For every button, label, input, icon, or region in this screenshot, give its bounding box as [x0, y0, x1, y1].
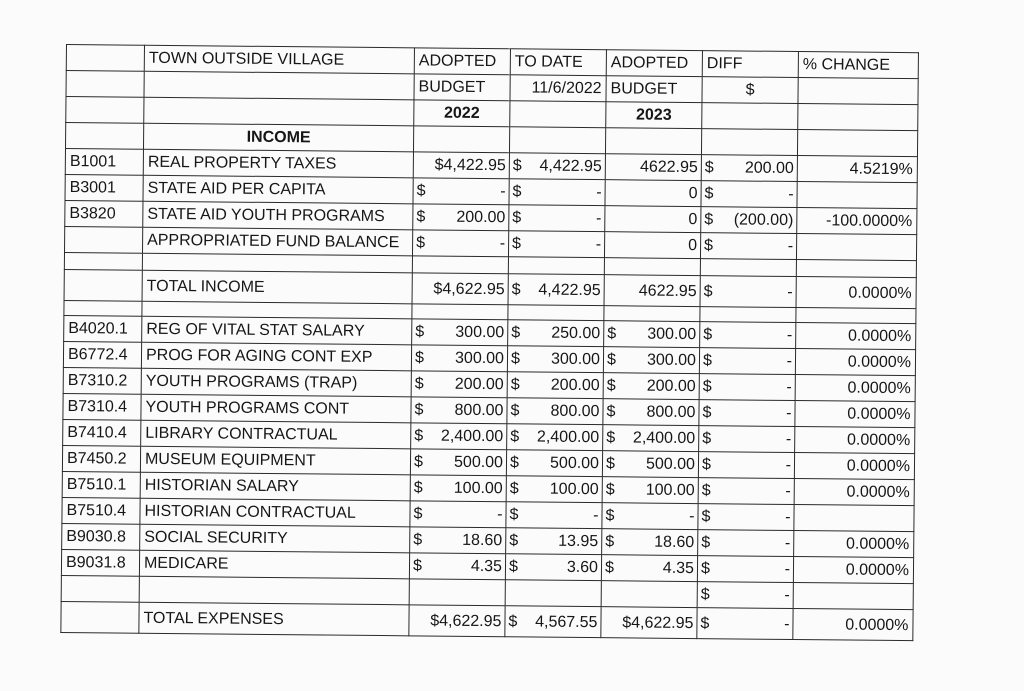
todate-header: TO DATE [510, 49, 606, 76]
dollar-sign: $ [700, 586, 710, 604]
dollar-sign: $ [605, 533, 615, 551]
account-desc: STATE AID YOUTH PROGRAMS [143, 201, 413, 230]
todate-value: 4,422.95 [539, 157, 602, 176]
todate-value: 3.60 [566, 558, 599, 577]
total-income-pct: 0.0000% [796, 277, 916, 309]
total-income-2022: $4,622.95 [412, 273, 508, 305]
todate-value: 800.00 [550, 402, 600, 421]
diff-value: 200.00 [744, 159, 794, 177]
dollar-sign: $ [702, 430, 712, 448]
diff-value: - [788, 185, 794, 203]
account-code: B7510.4 [62, 497, 140, 524]
todate-value: - [595, 210, 602, 228]
total-expenses-todate: 4,567.55 [535, 613, 598, 631]
pct-change-value [796, 234, 916, 261]
budget-2022-label: BUDGET [414, 74, 510, 101]
account-desc: REAL PROPERTY TAXES [143, 149, 413, 178]
pct-change-header: % CHANGE [798, 52, 918, 79]
todate-value: 100.00 [549, 480, 599, 499]
total-expenses-2023: $4,622.95 [601, 607, 697, 639]
todate-value: 2,400.00 [536, 428, 600, 447]
income-heading: INCOME [143, 123, 413, 152]
account-desc: APPROPRIATED FUND BALANCE [142, 227, 412, 256]
todate-value: 500.00 [549, 454, 600, 473]
dollar-sign: $ [605, 507, 615, 525]
diff-value: - [785, 456, 792, 474]
diff-value: (200.00) [733, 211, 794, 229]
account-code: B7410.4 [63, 419, 141, 446]
todate-value: - [596, 184, 602, 202]
diff-value: - [786, 404, 792, 422]
account-desc: PROG FOR AGING CONT EXP [141, 342, 411, 371]
diff-value: - [787, 237, 794, 255]
pct-change-value: 0.0000% [794, 531, 914, 558]
budget-2023-value: 2,400.00 [632, 429, 696, 448]
dollar-sign: $ [509, 454, 519, 472]
diff-value: - [784, 534, 791, 552]
dollar-sign: $ [703, 282, 713, 300]
diff-value: - [785, 430, 792, 448]
dollar-sign: $ [606, 351, 616, 369]
todate-value: - [593, 507, 599, 525]
diff-value: - [786, 326, 793, 344]
account-desc: REG OF VITAL STAT SALARY [142, 316, 412, 345]
budget-2023-value: 200.00 [646, 377, 696, 396]
pct-change-value: 0.0000% [795, 349, 915, 376]
budget-2023-value: 300.00 [646, 351, 697, 370]
dollar-sign: $ [701, 456, 711, 474]
budget-2022-value: - [499, 235, 506, 253]
dollar-sign: $ [414, 349, 424, 367]
budget-2023-value: 4.35 [662, 559, 695, 578]
account-desc: HISTORIAN SALARY [140, 472, 410, 501]
budget-2022-value: 500.00 [453, 453, 504, 472]
dollar-sign: $ [604, 559, 614, 577]
account-desc: YOUTH PROGRAMS CONT [141, 394, 411, 423]
total-income-diff: - [787, 283, 793, 301]
account-code: B3001 [65, 174, 143, 201]
budget-sheet [60, 44, 919, 641]
account-code: B1001 [65, 148, 143, 175]
budget-2023-value: 0 [605, 180, 701, 207]
budget-2023-value: 0 [605, 206, 701, 233]
dollar-sign: $ [413, 453, 423, 471]
account-code: B4020.1 [64, 315, 142, 342]
account-desc: STATE AID PER CAPITA [143, 175, 413, 204]
account-code: B7310.2 [63, 367, 141, 394]
dollar-sign: $ [606, 403, 616, 421]
budget-2022-value: 300.00 [455, 323, 505, 342]
total-expenses-pct: 0.0000% [793, 609, 913, 641]
dollar-sign: $ [510, 376, 520, 394]
pct-change-value: 0.0000% [795, 427, 915, 454]
dollar-sign: $ [607, 325, 617, 343]
budget-2023-value: 300.00 [647, 325, 697, 344]
dollar-sign: $ [413, 531, 423, 549]
diff-value: - [784, 560, 791, 578]
todate-value: 13.95 [558, 532, 599, 551]
budget-2022-value: - [497, 506, 503, 524]
dollar-sign: $ [416, 182, 426, 200]
pct-change-value: 0.0000% [796, 323, 916, 350]
adopted-2023-header: ADOPTED [606, 50, 702, 77]
dollar-sign: $ [704, 185, 714, 203]
pct-change-value: 0.0000% [795, 375, 915, 402]
dollar-sign: $ [414, 427, 424, 445]
dollar-sign: $ [702, 352, 712, 370]
budget-table [60, 44, 919, 641]
budget-2023-value: 500.00 [645, 455, 696, 474]
budget-2022-value: $4,422.95 [413, 152, 509, 179]
dollar-sign: $ [416, 234, 426, 252]
dollar-sign: $ [606, 377, 616, 395]
budget-2023-value: 4622.95 [605, 154, 701, 181]
dollar-sign: $ [605, 481, 615, 499]
todate-value: 300.00 [550, 350, 601, 369]
diff-value: - [785, 482, 791, 500]
account-code [64, 226, 142, 253]
dollar-sign: $ [510, 350, 520, 368]
diff-value: - [784, 586, 790, 604]
todate-date: 11/6/2022 [510, 75, 606, 102]
total-expenses-2022: $4,622.95 [409, 605, 505, 637]
dollar-sign: $ [703, 326, 713, 344]
dollar-sign: $ [704, 237, 714, 255]
budget-2023-value: 800.00 [646, 403, 696, 422]
todate-value: - [595, 236, 602, 254]
account-code: B3820 [65, 200, 143, 227]
account-code: B7310.4 [63, 393, 141, 420]
budget-2022-value: - [500, 183, 506, 201]
account-desc: MEDICARE [139, 550, 409, 579]
dollar-sign: $ [700, 560, 710, 578]
budget-2022-value: 200.00 [456, 208, 506, 227]
pct-change-value [797, 182, 917, 209]
year-2022: 2022 [414, 100, 510, 127]
todate-value: 250.00 [551, 324, 601, 343]
budget-2022-value: 200.00 [454, 375, 504, 394]
dollar-sign: $ [511, 324, 521, 342]
dollar-sign: $ [510, 428, 520, 446]
diff-header: DIFF [702, 51, 798, 78]
budget-2023-value: - [689, 508, 695, 526]
diff-value: - [786, 352, 793, 370]
account-desc: SOCIAL SECURITY [140, 524, 410, 553]
total-expenses-label: TOTAL EXPENSES [139, 602, 409, 636]
budget-2022-value: 2,400.00 [440, 427, 504, 446]
total-income-label: TOTAL INCOME [142, 270, 412, 304]
total-income-todate: 4,422.95 [538, 281, 601, 299]
dollar-sign: $ [509, 532, 519, 550]
diff-value: - [785, 508, 791, 526]
budget-2022-value: 18.60 [462, 531, 503, 550]
adopted-2022-header: ADOPTED [414, 48, 510, 75]
total-expenses-diff: - [784, 615, 790, 633]
table-title: TOWN OUTSIDE VILLAGE [144, 45, 414, 74]
diff-unit: $ [702, 77, 798, 104]
budget-2022-value: 300.00 [454, 349, 505, 368]
pct-change-value: 0.0000% [793, 557, 913, 584]
dollar-sign: $ [510, 402, 520, 420]
diff-value: - [786, 378, 792, 396]
dollar-sign: $ [508, 612, 518, 630]
dollar-sign: $ [704, 211, 714, 229]
dollar-sign: $ [413, 479, 423, 497]
budget-2022-value: 100.00 [453, 479, 503, 498]
dollar-sign: $ [701, 508, 711, 526]
pct-change-value: 0.0000% [795, 401, 915, 428]
dollar-sign: $ [702, 404, 712, 422]
account-code: B6772.4 [63, 341, 141, 368]
dollar-sign: $ [700, 614, 710, 632]
dollar-sign: $ [509, 506, 519, 524]
dollar-sign: $ [702, 378, 712, 396]
dollar-sign: $ [605, 455, 615, 473]
budget-2023-value: 0 [604, 232, 700, 259]
dollar-sign: $ [701, 482, 711, 500]
account-desc: MUSEUM EQUIPMENT [140, 446, 410, 475]
dollar-sign: $ [416, 208, 426, 226]
dollar-sign: $ [415, 323, 425, 341]
account-desc: YOUTH PROGRAMS (TRAP) [141, 368, 411, 397]
dollar-sign: $ [511, 280, 521, 298]
year-2023: 2023 [606, 102, 702, 129]
dollar-sign: $ [413, 505, 423, 523]
dollar-sign: $ [508, 558, 518, 576]
account-code: B9031.8 [61, 549, 139, 576]
budget-2023-value: 100.00 [645, 481, 695, 500]
account-desc: HISTORIAN CONTRACTUAL [140, 498, 410, 527]
code-header-cell [66, 45, 144, 72]
dollar-sign: $ [512, 157, 522, 175]
budget-2022-value: 4.35 [470, 557, 503, 576]
dollar-sign: $ [512, 209, 522, 227]
dollar-sign: $ [701, 534, 711, 552]
budget-2023-value: 18.60 [654, 533, 695, 552]
todate-value: 200.00 [550, 376, 600, 395]
account-code: B9030.8 [62, 523, 140, 550]
budget-2023-label: BUDGET [606, 76, 702, 103]
dollar-sign: $ [414, 375, 424, 393]
total-income-2023: 4622.95 [604, 275, 700, 307]
account-code: B7450.2 [62, 445, 140, 472]
pct-change-value [794, 505, 914, 532]
account-code: B7510.1 [62, 471, 140, 498]
dollar-sign: $ [704, 159, 714, 177]
dollar-sign: $ [512, 183, 522, 201]
dollar-sign: $ [509, 480, 519, 498]
pct-change-value: 4.5219% [797, 156, 917, 183]
dollar-sign: $ [512, 235, 522, 253]
budget-2022-value: 800.00 [454, 401, 504, 420]
account-desc: LIBRARY CONTRACTUAL [141, 420, 411, 449]
dollar-sign: $ [606, 429, 616, 447]
dollar-sign: $ [412, 557, 422, 575]
dollar-sign: $ [414, 401, 424, 419]
pct-change-value: -100.0000% [797, 208, 917, 235]
pct-change-value: 0.0000% [794, 453, 914, 480]
pct-change-value: 0.0000% [794, 479, 914, 506]
